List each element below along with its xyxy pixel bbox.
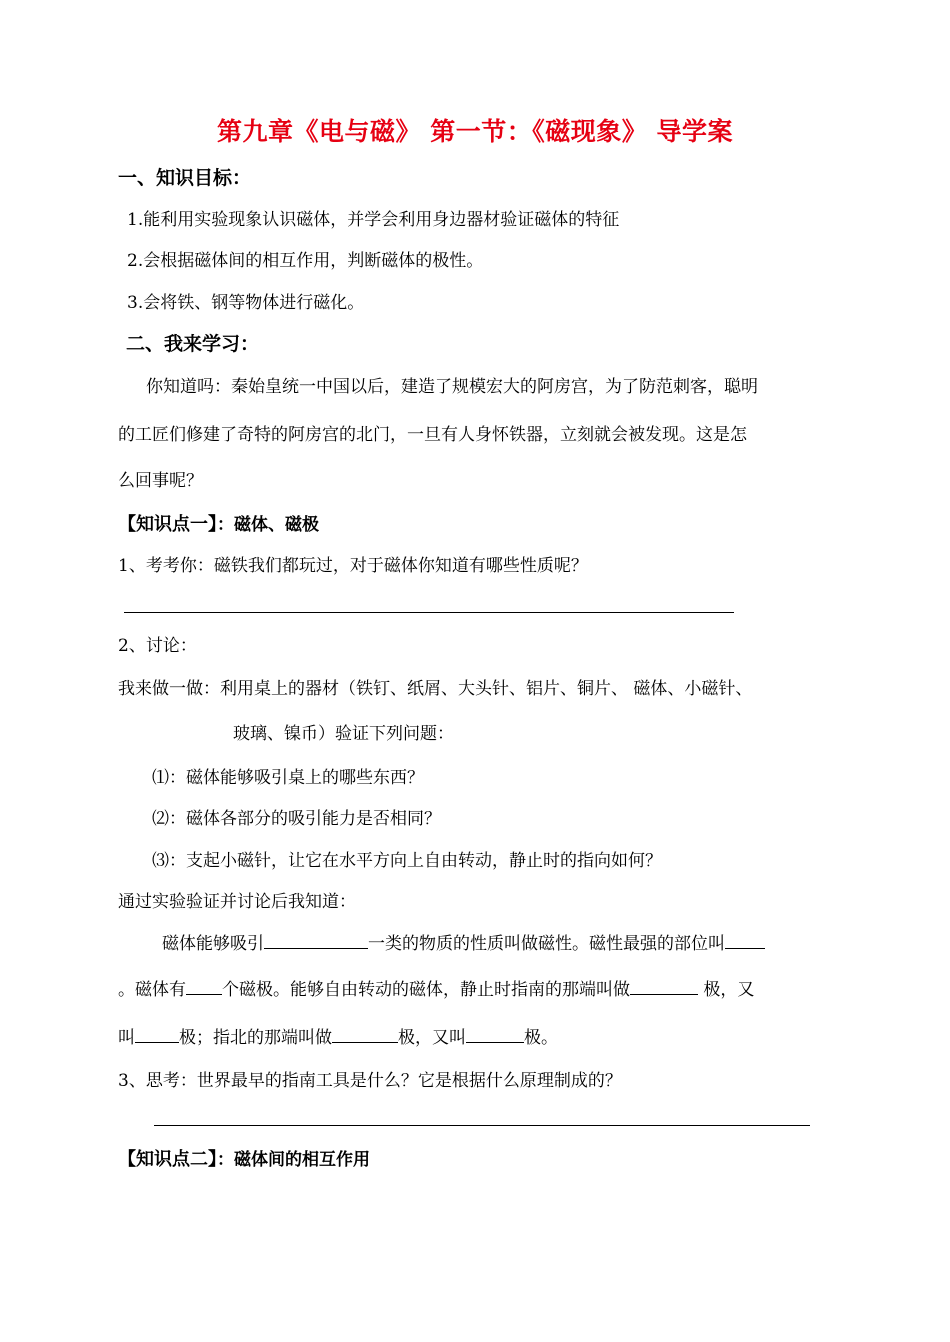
fill-text: 。磁体有	[118, 980, 186, 1000]
fill-blank[interactable]	[135, 1024, 179, 1043]
knowledge-point-2-label: 【知识点二】	[118, 1149, 217, 1170]
knowledge-point-2-heading	[118, 1145, 370, 1171]
knowledge-point-1-heading	[118, 510, 319, 536]
sub-question-1: ⑴：磁体能够吸引桌上的哪些东西？	[152, 768, 424, 788]
fill-line-1	[162, 929, 765, 954]
fill-line-3	[118, 1023, 558, 1048]
fill-blank[interactable]	[466, 1024, 524, 1043]
knowledge-point-2-title: ：磁体间的相互作用	[217, 1150, 370, 1170]
fill-text: 一类的物质的性质叫做磁性。磁性最强的部位叫	[368, 934, 725, 954]
intro-line-3: 么回事呢？	[118, 471, 203, 491]
knowledge-point-1-title: ：磁体、磁极	[217, 515, 319, 535]
answer-line-1	[124, 612, 734, 613]
question-3: 3、思考：世界最早的指南工具是什么？它是根据什么原理制成的？	[118, 1071, 622, 1091]
sub-question-2: ⑵：磁体各部分的吸引能力是否相同？	[152, 809, 441, 829]
fill-blank[interactable]	[264, 930, 368, 949]
answer-line-3	[154, 1125, 810, 1126]
fill-blank[interactable]	[630, 976, 698, 995]
goal-item-1: 1.能利用实验现象认识磁体，并学会利用身边器材验证磁体的特征	[127, 210, 620, 230]
fill-line-2	[118, 975, 754, 1000]
page-title: 第九章《电与磁》 第一节：《磁现象》 导学案	[217, 117, 733, 146]
intro-line-1: 你知道吗：秦始皇统一中国以后，建造了规模宏大的阿房宫，为了防范刺客，聪明	[146, 377, 758, 397]
fill-blank[interactable]	[725, 930, 765, 949]
fill-text: 极，又叫	[398, 1028, 466, 1048]
activity-line-1: 我来做一做：利用桌上的器材（铁钉、纸屑、大头针、铝片、铜片、 磁体、小磁针、	[118, 679, 753, 699]
fill-text: 叫	[118, 1028, 135, 1048]
fill-text: 极，又	[698, 980, 755, 1000]
goal-item-3: 3.会将铁、钢等物体进行磁化。	[127, 293, 365, 313]
knowledge-point-1-label: 【知识点一】	[118, 514, 217, 535]
fill-blank[interactable]	[332, 1024, 398, 1043]
fill-blank[interactable]	[186, 976, 222, 995]
sub-question-3: ⑶：支起小磁针，让它在水平方向上自由转动，静止时的指向如何？	[152, 851, 662, 871]
goal-item-2: 2.会根据磁体间的相互作用，判断磁体的极性。	[127, 251, 484, 271]
intro-line-2: 的工匠们修建了奇特的阿房宫的北门，一旦有人身怀铁器，立刻就会被发现。这是怎	[118, 425, 747, 445]
fill-text: 极。	[524, 1028, 558, 1048]
fill-text: 极；指北的那端叫做	[179, 1028, 332, 1048]
fill-text: 磁体能够吸引	[162, 934, 264, 954]
question-1: 1、考考你：磁铁我们都玩过，对于磁体你知道有哪些性质呢？	[118, 556, 588, 576]
section-heading-goals: 一、知识目标：	[118, 167, 252, 189]
section-heading-learn: 二、我来学习：	[126, 333, 260, 355]
question-2: 2、讨论：	[118, 636, 197, 656]
activity-line-2: 玻璃、镍币）验证下列问题：	[233, 724, 454, 744]
conclusion-intro: 通过实验验证并讨论后我知道：	[118, 892, 356, 912]
fill-text: 个磁极。能够自由转动的磁体，静止时指南的那端叫做	[222, 980, 630, 1000]
